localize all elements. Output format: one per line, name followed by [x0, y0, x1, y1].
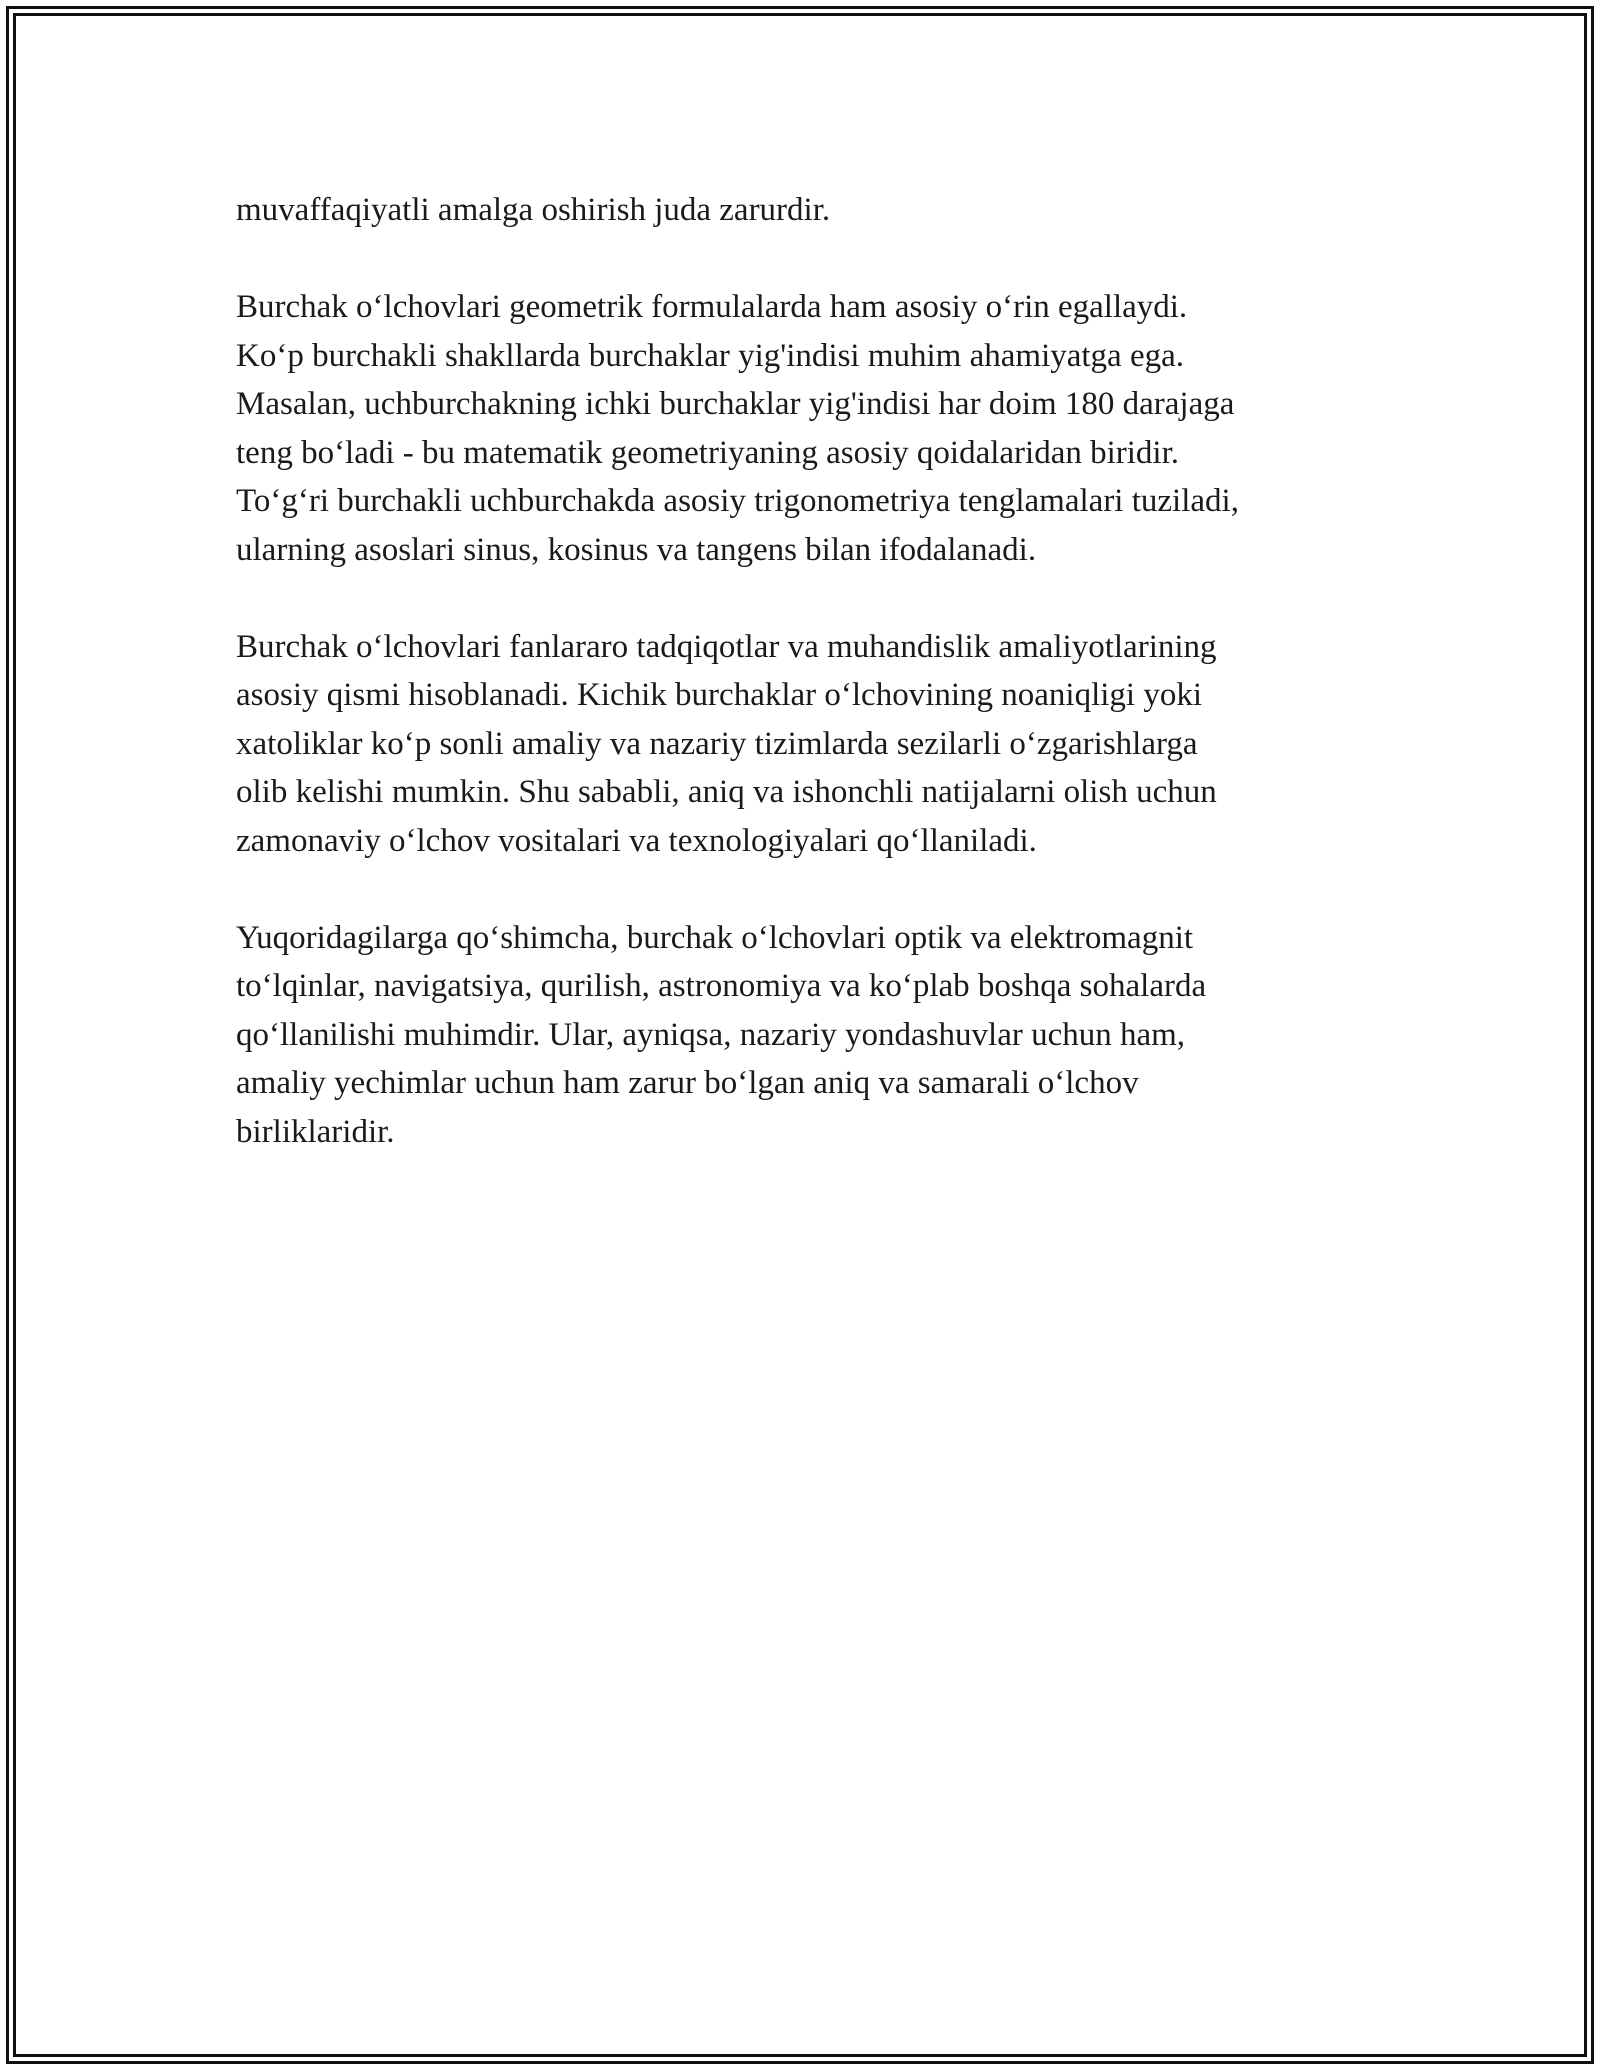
text-line: zamonaviy o‘lchov vositalari va texnologiyalari qo‘llaniladi.	[236, 822, 1037, 859]
text-line: Yuqoridagilarga qo‘shimcha, burchak o‘lchovlari optik va elektromagnit	[236, 919, 1194, 956]
text-line: ularning asoslari sinus, kosinus va tangens bilan ifodalanadi.	[236, 531, 1037, 568]
text-line: xatoliklar ko‘p sonli amaliy va nazariy tizimlarda sezilarli o‘zgarishlarga	[236, 725, 1198, 762]
text-line: muvaffaqiyatli amalga oshirish juda zarurdir.	[236, 192, 831, 228]
text-line: Masalan, uchburchakning ichki burchaklar yig'indisi har doim 180 darajaga	[236, 386, 1235, 422]
text-line: Burchak o‘lchovlari fanlararo tadqiqotlar va muhandislik amaliyotlarining	[236, 628, 1217, 665]
text-line: qo‘llanilishi muhimdir. Ular, ayniqsa, nazariy yondashuvlar uchun ham,	[236, 1016, 1186, 1053]
text-line: olib kelishi mumkin. Shu sababli, aniq va ishonchli natijalarni olish uchun	[236, 774, 1217, 810]
text-line: To‘g‘ri burchakli uchburchakda asosiy trigonometriya tenglamalari tuziladi,	[236, 483, 1239, 519]
paragraph-1	[236, 186, 1416, 235]
text-line: Burchak o‘lchovlari geometrik formulalarda ham asosiy o‘rin egallaydi.	[236, 289, 1188, 325]
paragraph-4	[236, 914, 1416, 1157]
text-line: Ko‘p burchakli shakllarda burchaklar yig'indisi muhim ahamiyatga ega.	[236, 337, 1184, 374]
document-body	[236, 186, 1416, 1205]
text-line: birliklaridir.	[236, 1113, 395, 1150]
text-line: amaliy yechimlar uchun ham zarur bo‘lgan aniq va samarali o‘lchov	[236, 1065, 1139, 1101]
paragraph-3	[236, 623, 1416, 866]
text-line: to‘lqinlar, navigatsiya, qurilish, astronomiya va ko‘plab boshqa sohalarda	[236, 968, 1207, 1004]
text-line: asosiy qismi hisoblanadi. Kichik burchaklar o‘lchovining noaniqligi yoki	[236, 677, 1203, 713]
text-line: teng bo‘ladi - bu matematik geometriyaning asosiy qoidalaridan biridir.	[236, 434, 1180, 471]
paragraph-2	[236, 283, 1416, 574]
